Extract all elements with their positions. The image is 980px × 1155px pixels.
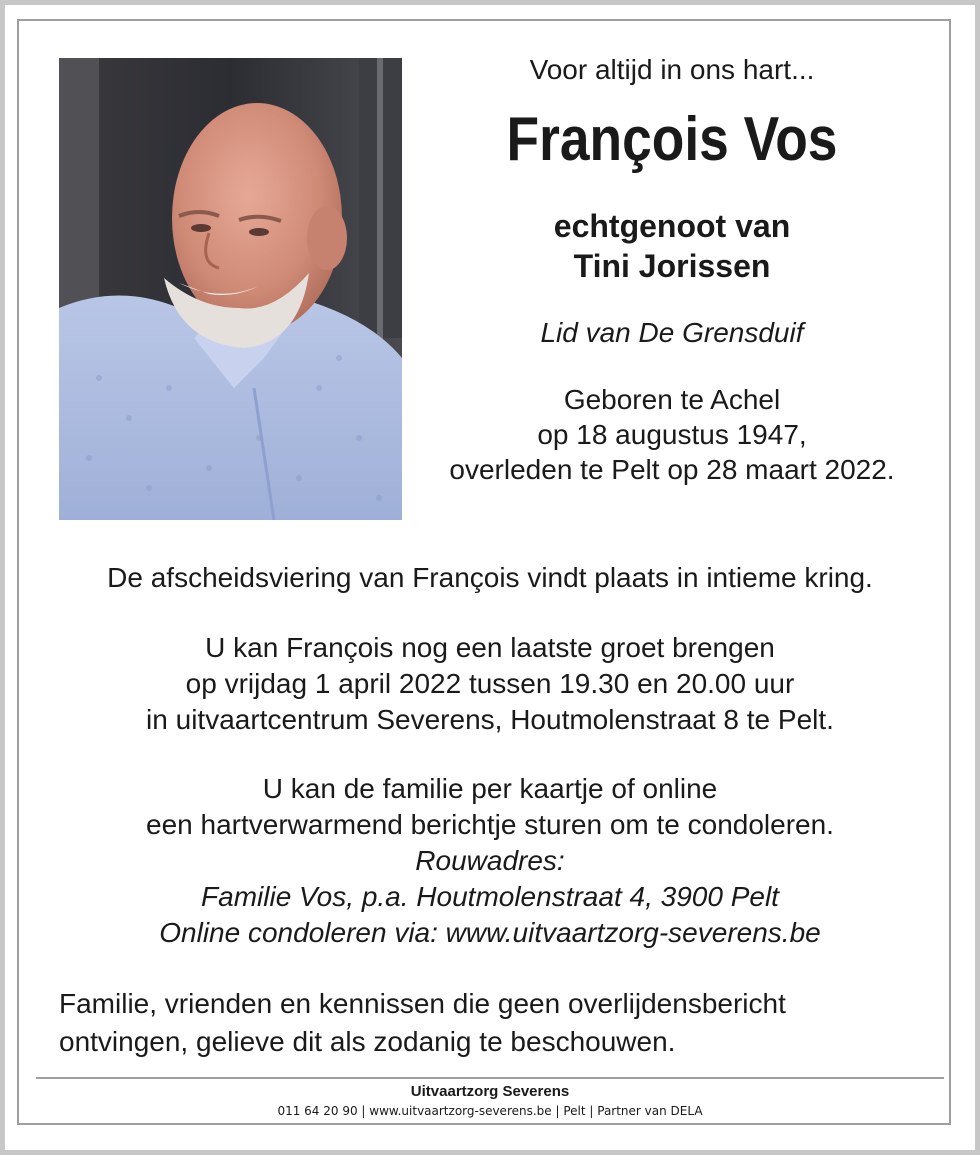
portrait-photo [59,58,402,520]
condolence-line: U kan de familie per kaartje of online [262,773,718,804]
mourning-address: Familie Vos, p.a. Houtmolenstraat 4, 3900 Pelt [201,881,779,912]
spouse-line: echtgenoot van [553,208,791,244]
birth-line: Geboren te Achel [563,384,781,415]
deceased-name: François Vos [506,105,838,174]
spouse-info [402,206,942,286]
company-name: Uitvaartzorg Severens [410,1083,570,1100]
condolence-line: een hartverwarmend berichtje sturen om te condoleren. [146,809,834,840]
footer [36,1082,944,1120]
footer-divider [36,1077,944,1079]
closing-block [59,985,939,1061]
ceremony-line: De afscheidsviering van François vindt plaats in intieme kring. [107,562,873,593]
birth-death-info [402,382,942,487]
online-condolence-link[interactable]: Online condoleren via: www.uitvaartzorg-severens.be [159,917,821,948]
visitation-line: U kan François nog een laatste groet brengen [205,632,775,663]
membership: Lid van De Grensduif [540,317,804,348]
ceremony-text [30,560,950,596]
death-line: overleden te Pelt op 28 maart 2022. [449,454,895,485]
tagline: Voor altijd in ons hart... [529,54,815,85]
closing-line: Familie, vrienden en kennissen die geen overlijdensbericht [59,988,786,1019]
closing-line: ontvingen, gelieve dit als zodanig te beschouwen. [59,1026,676,1057]
company-contact: 011 64 20 90 | www.uitvaartzorg-severens.be | Pelt | Partner van DELA [277,1104,703,1118]
visitation-block [30,630,950,738]
birth-date-line: op 18 augustus 1947, [537,419,807,450]
address-label: Rouwadres: [415,845,565,876]
condolence-block [30,771,950,951]
visitation-line: op vrijdag 1 april 2022 tussen 19.30 en 20.00 uur [185,668,795,699]
visitation-line: in uitvaartcentrum Severens, Houtmolenstraat 8 te Pelt. [146,704,834,735]
header-column [402,50,942,487]
spouse-name: Tini Jorissen [573,248,771,284]
